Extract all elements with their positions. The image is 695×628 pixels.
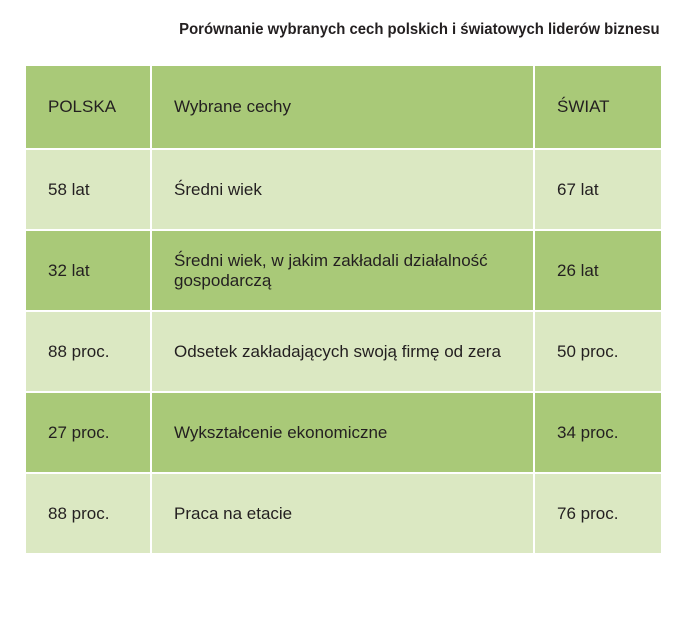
cell-poland: 88 proc. [26, 473, 151, 554]
cell-feature: Średni wiek, w jakim zakładali działalność gospodarczą [151, 230, 534, 311]
cell-poland: 88 proc. [26, 311, 151, 392]
comparison-table [26, 66, 661, 555]
cell-poland: 27 proc. [26, 392, 151, 473]
table-title: Porównanie wybranych cech polskich i światowych liderów biznesu [179, 21, 660, 38]
header-world: ŚWIAT [534, 66, 661, 149]
cell-feature: Wykształcenie ekonomiczne [151, 392, 534, 473]
table-row [26, 149, 661, 230]
cell-feature: Średni wiek [151, 149, 534, 230]
cell-poland: 32 lat [26, 230, 151, 311]
header-poland: POLSKA [26, 66, 151, 149]
cell-world: 34 proc. [534, 392, 661, 473]
table-row [26, 230, 661, 311]
table-header-row [26, 66, 661, 149]
cell-world: 26 lat [534, 230, 661, 311]
table-row [26, 311, 661, 392]
cell-world: 50 proc. [534, 311, 661, 392]
header-features: Wybrane cechy [151, 66, 534, 149]
cell-world: 67 lat [534, 149, 661, 230]
table-row [26, 392, 661, 473]
cell-feature: Praca na etacie [151, 473, 534, 554]
cell-feature: Odsetek zakładających swoją firmę od zera [151, 311, 534, 392]
table-row [26, 473, 661, 554]
cell-poland: 58 lat [26, 149, 151, 230]
cell-world: 76 proc. [534, 473, 661, 554]
